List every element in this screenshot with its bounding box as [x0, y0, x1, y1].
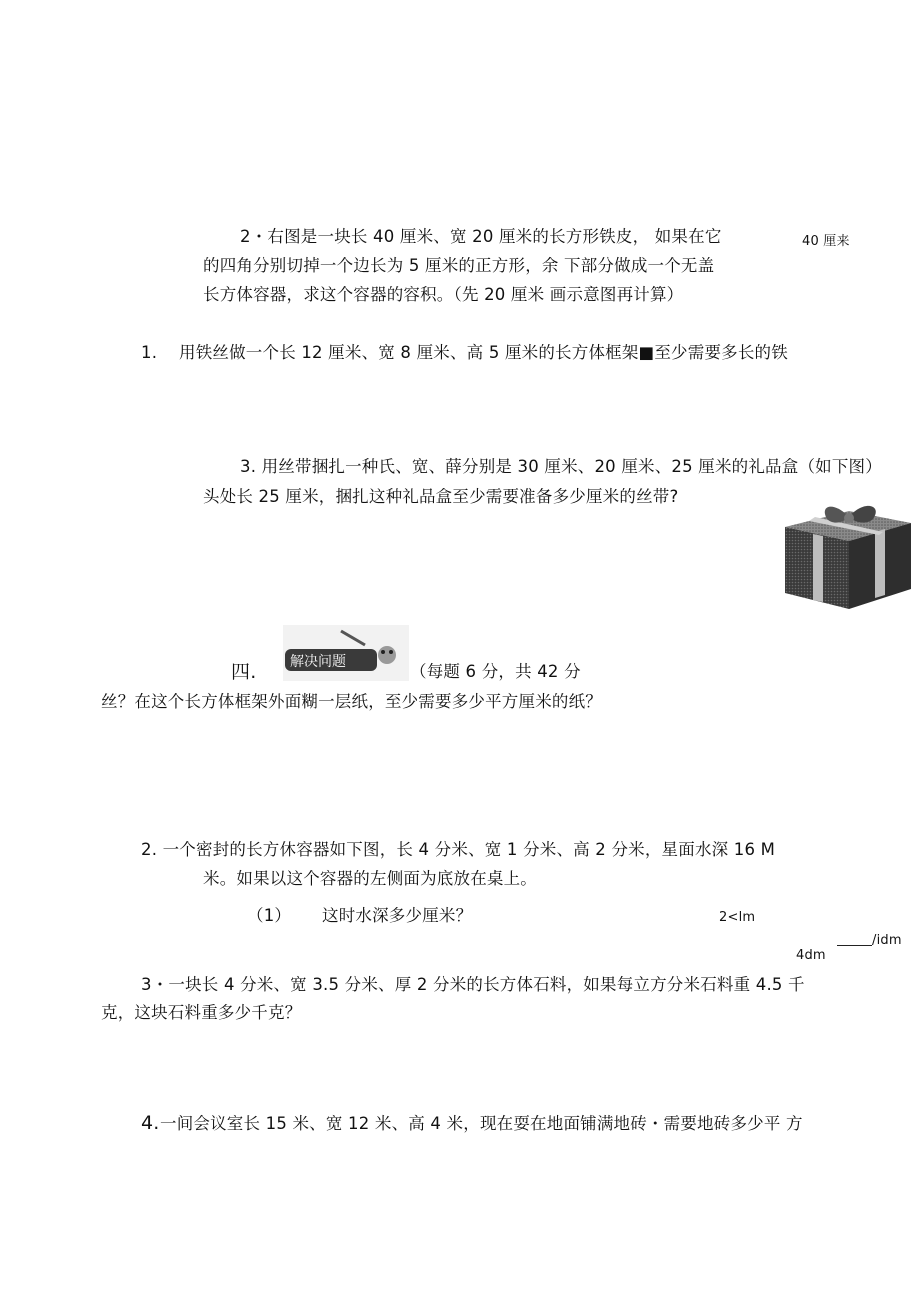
figure-width-leader-line	[837, 945, 872, 946]
problem-2-line-3: 长方体容器，求这个容器的容积。（先 20 厘米 画示意图再计算）	[203, 285, 684, 304]
problem-1-number: 1.	[141, 343, 158, 362]
figure-label-height: 2<lm	[719, 910, 756, 925]
container-problem-line-2: 米。如果以这个容器的左侧面为底放在桌上。	[203, 869, 537, 888]
problem-4-text: 一间会议室长 15 米、宽 12 米、高 4 米，现在耍在地面铺满地砖・需要地砖多少平 方	[160, 1114, 803, 1133]
stone-problem-line-1: 3・一块长 4 分米、宽 3.5 分米、厚 2 分米的长方体石料，如果每立方分米石料重 4.5 千	[141, 975, 805, 994]
section-4-score: （每题 6 分，共 42 分	[410, 662, 581, 681]
sub-question-text: 这时水深多少厘米？	[322, 906, 473, 925]
figure-label-width: /idm	[872, 933, 902, 948]
figure-label-40cm: 40 厘来	[802, 234, 850, 249]
stone-problem-line-2: 克，这块石料重多少千克？	[101, 1003, 302, 1022]
section-banner-text: 解决问题	[290, 654, 346, 670]
problem-2-line-1: 2・右图是一块长 40 厘米、宽 20 厘米的长方形铁皮， 如果在它	[240, 227, 722, 246]
sub-question-number: （1）	[247, 906, 292, 925]
container-problem-line-1: 2. 一个密封的长方休容器如下图，长 4 分米、宽 1 分米、高 2 分米，星面水深 16 M	[141, 840, 776, 859]
problem-1-text: 用铁丝做一个长 12 厘米、宽 8 厘米、高 5 厘米的长方体框架■至少需要多长的铁	[179, 343, 788, 362]
problem-2-line-2: 的四角分别切掉一个边长为 5 厘米的正方形，余 下部分做成一个无盖	[203, 256, 715, 275]
problem-4-number: 4.	[141, 1112, 160, 1134]
section-banner-image	[283, 625, 409, 681]
figure-label-length: 4dm	[796, 948, 826, 963]
problem-3-line-2: 头处长 25 厘米，捆扎这种礼品盒至少需要准备多少厘米的丝带?	[203, 487, 679, 506]
gift-box-image	[779, 497, 915, 611]
problem-3-line-1: 3. 用丝带捆扎一种氏、宽、薛分别是 30 厘米、20 厘米、25 厘米的礼品盒（如下图）	[240, 457, 882, 476]
section-4-number: 四.	[231, 661, 257, 683]
continuation-line: 丝？在这个长方体框架外面糊一层纸，至少需要多少平方厘米的纸？	[101, 692, 602, 711]
